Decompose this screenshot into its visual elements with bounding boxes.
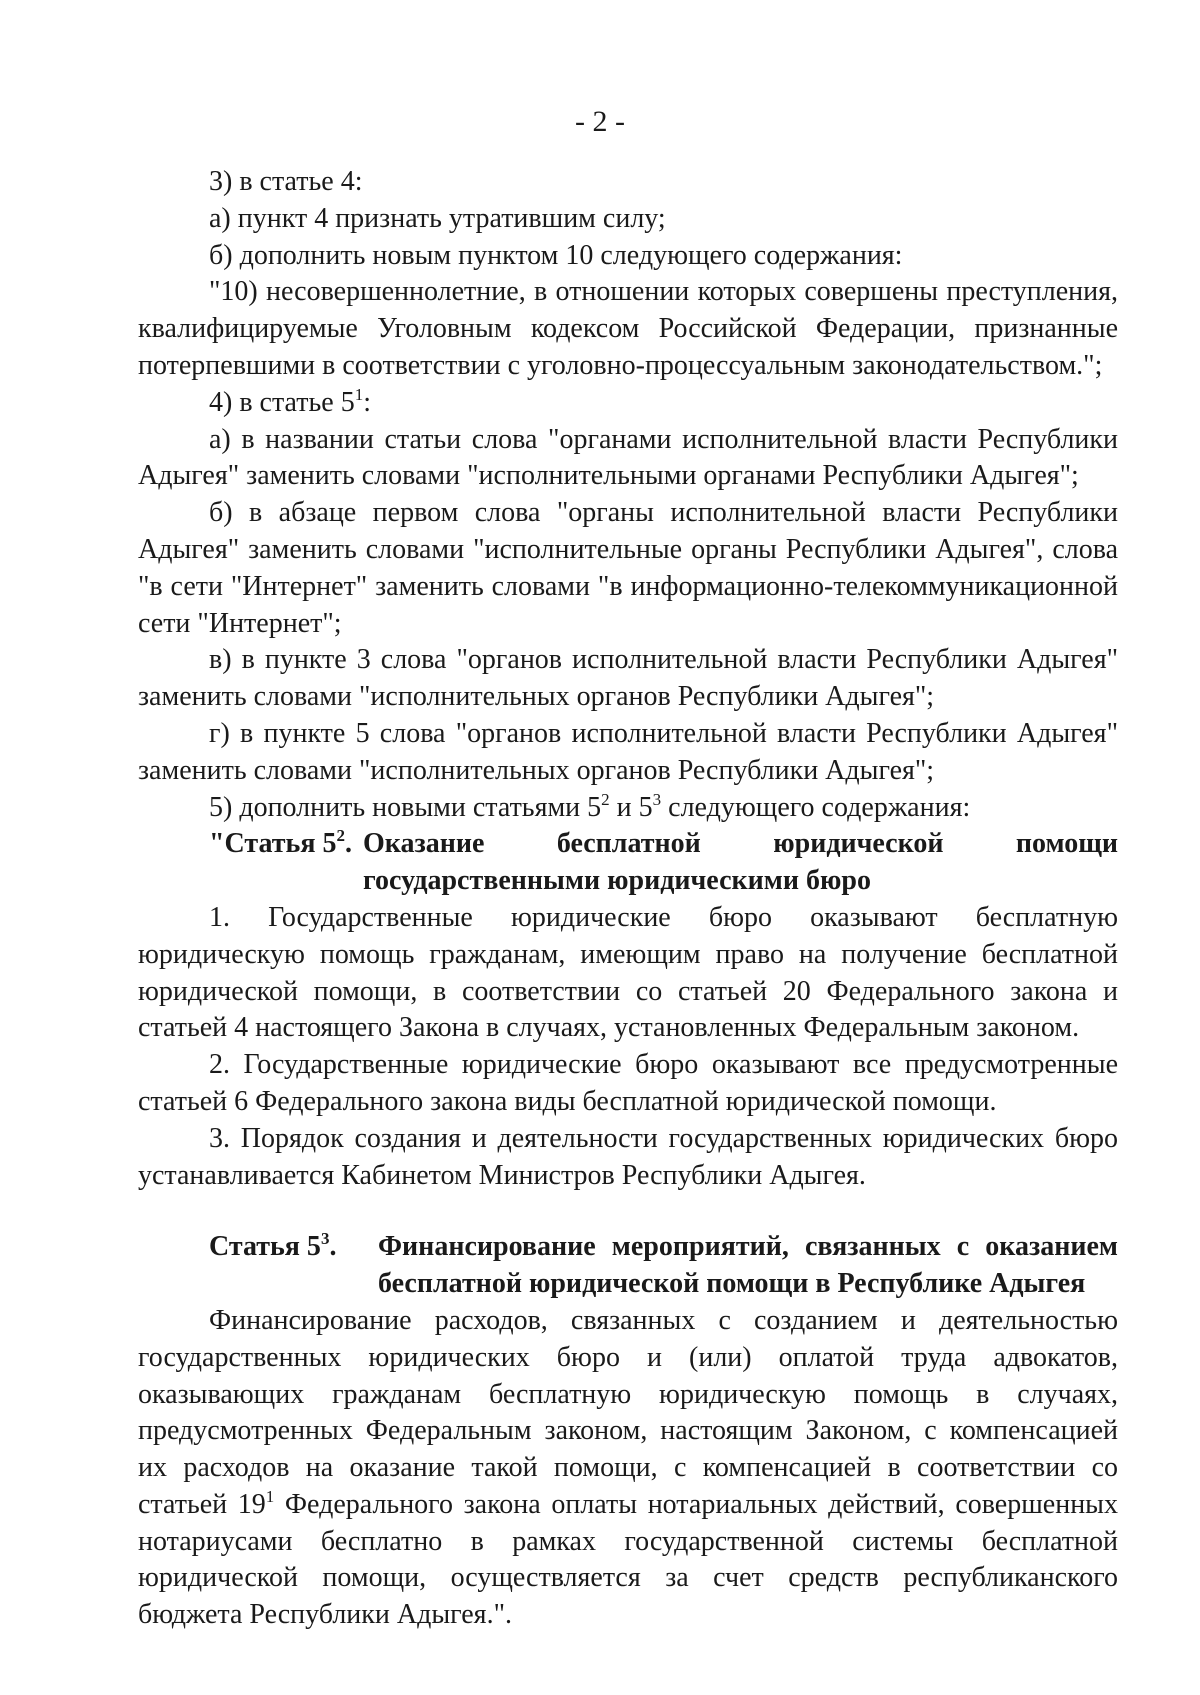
text-fragment: 5) дополнить новыми статьями 5 bbox=[209, 791, 602, 823]
text-fragment: . bbox=[344, 828, 352, 860]
article-53-title: Финансирование мероприятий, связанных с оказанием бесплатной юридической помощи в Республике Адыгея bbox=[378, 1231, 1118, 1300]
page-number: - 2 - bbox=[575, 105, 625, 138]
text-fragment: 4) в статье 5 bbox=[209, 386, 355, 418]
text-fragment: следующего содержания: bbox=[661, 791, 971, 823]
text-fragment: Федерального закона оплаты нотариальных действий, совершенных нотариусами бесплатно в рамках государственной системы бесплатной юридической помощи, осуществляется за счет средств республиканского бюджета Республики Адыгея.". bbox=[138, 1488, 1118, 1631]
superscript: 2 bbox=[336, 826, 345, 846]
article-52-heading bbox=[138, 826, 1118, 900]
text-fragment: : bbox=[363, 386, 371, 418]
article-53-heading bbox=[138, 1229, 1118, 1303]
paragraph-item-v: в) в пункте 3 слова "органов исполнительной власти Республики Адыгея" заменить словами "исполнительных органов Республики Адыгея"; bbox=[138, 644, 1118, 713]
superscript: 3 bbox=[320, 1229, 330, 1249]
superscript: 1 bbox=[265, 1486, 275, 1506]
text-fragment: Финансирование расходов, связанных с созданием и деятельностью государственных юридических бюро и (или) оплатой труда адвокатов, оказывающих гражданам бесплатную юридическую помощь в случаях, предусмотренных Федеральным законом, настоящим Законом, с компенсацией их расходов на оказание такой помощи, с компенсацией в соответствии со статьей 19 bbox=[138, 1304, 1118, 1520]
paragraph-item-b-first-para: б) в абзаце первом слова "органы исполнительной власти Республики Адыгея" заменить словами "исполнительные органы Республики Адыгея", слова "в сети "Интернет" заменить словами "в информационно-телекоммуникационной сети "Интернет"; bbox=[138, 497, 1118, 639]
paragraph-item-b: б) дополнить новым пунктом 10 следующего содержания: bbox=[209, 239, 903, 271]
paragraph-item-a: а) пункт 4 признать утратившим силу; bbox=[209, 202, 666, 234]
superscript: 2 bbox=[601, 789, 610, 809]
article-52-item-1: 1. Государственные юридические бюро оказывают бесплатную юридическую помощь гражданам, имеющим право на получение бесплатной юридической помощи, в соответствии со статьей 20 Федерального закона и статьей 4 настоящего Закона в случаях, установленных Федеральным законом. bbox=[138, 901, 1118, 1044]
paragraph-point-10: "10) несовершеннолетние, в отношении которых совершены преступления, квалифицируемые Уголовным кодексом Российской Федерации, признанные потерпевшими в соответствии с уголовно-процессуальным законодательством."; bbox=[138, 276, 1118, 381]
article-52-item-2: 2. Государственные юридические бюро оказывают все предусмотренные статьей 6 Федерального закона виды бесплатной юридической помощи. bbox=[138, 1049, 1118, 1117]
paragraph-article51-intro bbox=[138, 385, 1118, 422]
article-52-item-3: 3. Порядок создания и деятельности государственных юридических бюро устанавливается Кабинетом Министров Республики Адыгея. bbox=[138, 1122, 1118, 1191]
paragraph-item-g: г) в пункте 5 слова "органов исполнительной власти Республики Адыгея" заменить словами "исполнительных органов Республики Адыгея"; bbox=[138, 717, 1118, 786]
article-53-label bbox=[138, 1229, 378, 1266]
text-fragment: . bbox=[329, 1231, 337, 1263]
document-body bbox=[138, 164, 1118, 1634]
text-fragment: Статья 5 bbox=[209, 1231, 321, 1263]
text-fragment: "Статья 5 bbox=[209, 828, 337, 860]
superscript: 3 bbox=[652, 789, 662, 809]
paragraph-article4-intro: 3) в статье 4: bbox=[209, 166, 363, 197]
article-53-text bbox=[138, 1303, 1118, 1634]
text-fragment: и 5 bbox=[609, 791, 653, 823]
superscript: 1 bbox=[354, 384, 364, 404]
paragraph-item-a-rename: а) в названии статьи слова "органами исполнительной власти Республики Адыгея" заменить словами "исполнительными органами Республики Адыгея"; bbox=[138, 423, 1118, 492]
article-52-title: Оказание бесплатной юридической помощи государственными юридическими бюро bbox=[363, 828, 1118, 897]
paragraph-new-articles-intro bbox=[138, 790, 1118, 827]
article-52-label bbox=[138, 826, 363, 863]
